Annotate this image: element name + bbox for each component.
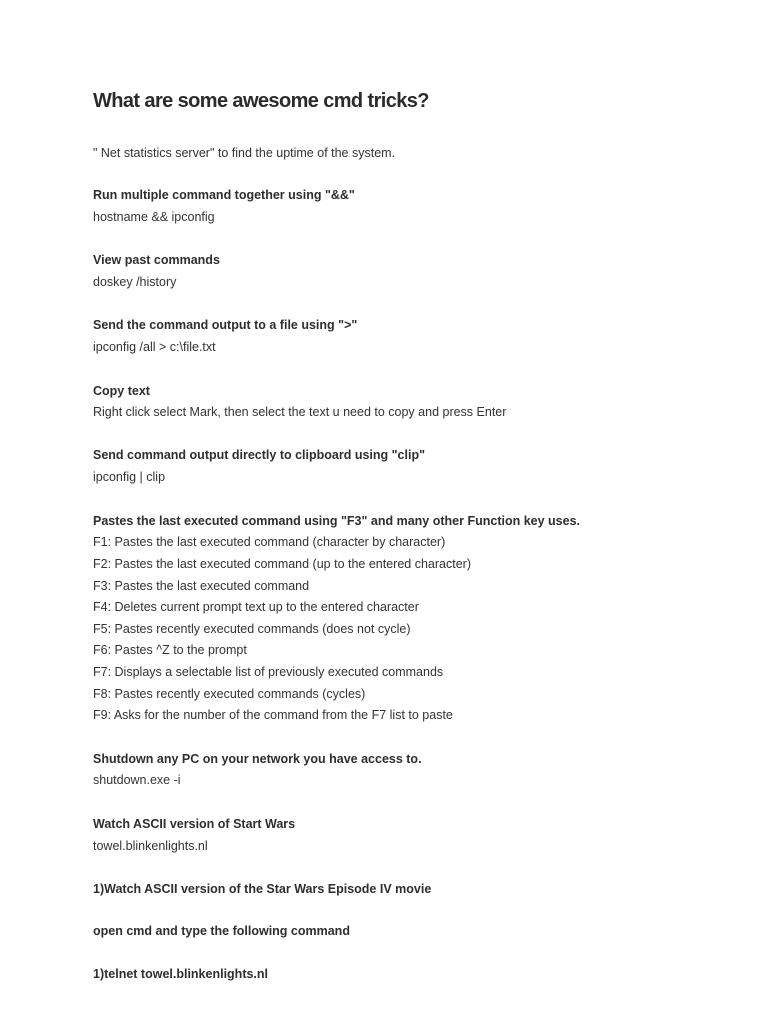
section-heading: 1)telnet towel.blinkenlights.nl — [93, 967, 269, 981]
text-line: F6: Pastes ^Z to the prompt — [93, 643, 247, 657]
text-line: F4: Deletes current prompt text up to the entered character — [93, 600, 419, 614]
text-line: " Net statistics server" to find the uptime of the system. — [93, 146, 396, 160]
section-heading: Send the command output to a file using ">" — [93, 318, 358, 332]
text-line: F3: Pastes the last executed command — [93, 579, 310, 593]
section-heading: open cmd and type the following command — [93, 924, 350, 938]
section-heading: Watch ASCII version of Start Wars — [93, 817, 296, 831]
section-heading: Shutdown any PC on your network you have access to. — [93, 752, 422, 766]
text-line: F8: Pastes recently executed commands (cycles) — [93, 687, 366, 701]
section-heading: 1)Watch ASCII version of the Star Wars Episode IV movie — [93, 882, 432, 896]
section-heading: Send command output directly to clipboard using "clip" — [93, 448, 426, 462]
section-heading: Copy text — [93, 384, 150, 398]
text-line: F9: Asks for the number of the command from the F7 list to paste — [93, 708, 453, 722]
section-heading: Run multiple command together using "&&" — [93, 188, 355, 202]
text-line: ipconfig | clip — [93, 470, 166, 484]
text-line: shutdown.exe -i — [93, 773, 181, 787]
section-heading: Pastes the last executed command using "F3" and many other Function key uses. — [93, 514, 580, 528]
text-line: ipconfig /all > c:\file.txt — [93, 340, 216, 354]
section-heading: View past commands — [93, 253, 220, 267]
text-line: Right click select Mark, then select the text u need to copy and press Enter — [93, 405, 507, 419]
text-line: F7: Displays a selectable list of previously executed commands — [93, 665, 444, 679]
text-line: towel.blinkenlights.nl — [93, 839, 208, 853]
text-line: F2: Pastes the last executed command (up to the entered character) — [93, 557, 471, 571]
text-line: F5: Pastes recently executed commands (does not cycle) — [93, 622, 411, 636]
text-line: F1: Pastes the last executed command (character by character) — [93, 535, 446, 549]
text-line: hostname && ipconfig — [93, 210, 215, 224]
page-title: What are some awesome cmd tricks? — [93, 90, 429, 112]
text-line: doskey /history — [93, 275, 177, 289]
